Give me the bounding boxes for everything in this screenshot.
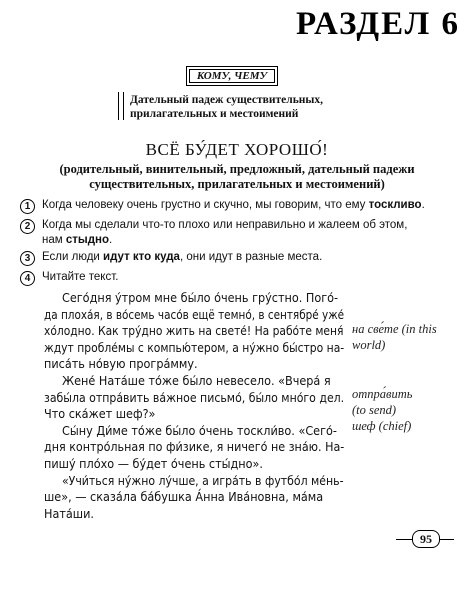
reading-line: Сы́ну Ди́ме то́же бы́ло о́чень тоскли́во. «Сего́- bbox=[62, 422, 337, 438]
reading-line: Ната́ши. bbox=[44, 505, 94, 521]
task-text-line: Читайте текст. bbox=[42, 271, 119, 283]
task-number: 2 bbox=[20, 219, 35, 234]
reading-line: хо́лодно. Как тру́дно жить на свете́! На рабо́те меня́ bbox=[44, 323, 344, 339]
grammar-note-line: прилагательных и местоимений bbox=[130, 108, 299, 120]
page-number-rule bbox=[440, 539, 454, 540]
task-text-line: нам стыдно. bbox=[42, 234, 113, 246]
task-number: 4 bbox=[20, 271, 35, 286]
gloss-line: отпра́вить bbox=[352, 387, 413, 401]
grammar-note-line: Дательный падеж существительных, bbox=[130, 94, 324, 106]
grammar-note-rule bbox=[118, 92, 124, 120]
page-number-badge bbox=[396, 528, 456, 550]
reading-line: да плоха́я, в во́семь часо́в ещё темно́, в сентябре́ уже́ bbox=[44, 306, 345, 322]
lesson-subheading-line: существительных, прилагательных и местоимений) bbox=[89, 177, 385, 191]
gloss-line: world) bbox=[352, 338, 386, 352]
topic-box bbox=[186, 66, 278, 86]
reading-line: Сего́дня у́тром мне бы́ло о́чень гру́стно. Пого́- bbox=[62, 290, 339, 305]
reading-line: дня контро́льная по фи́зике, я ничего́ не зна́ю. На- bbox=[44, 439, 345, 455]
reading-line: ждут пробле́мы с компью́тером, а ну́жно бы́стро на- bbox=[44, 339, 345, 355]
gloss-line: шеф (chief) bbox=[352, 419, 412, 433]
gloss-line: (to send) bbox=[352, 403, 397, 417]
page-number-rule bbox=[396, 539, 412, 540]
gloss-line: на све́те (in this bbox=[352, 322, 437, 336]
reading-line: ше», — сказа́ла ба́бушка А́нна Ива́новна, ма́ма bbox=[44, 489, 324, 505]
task-text-line: Когда мы сделали что-то плохо или неправильно и жалеем об этом, bbox=[42, 219, 408, 231]
task-text-line: Если люди идут кто куда, они идут в разные места. bbox=[42, 251, 323, 263]
task-number: 1 bbox=[20, 199, 35, 214]
reading-line: Что ска́жет шеф?» bbox=[44, 406, 156, 422]
reading-line: писа́ть но́вую програ́мму. bbox=[44, 356, 198, 372]
task-number: 3 bbox=[20, 251, 35, 266]
reading-line: пишу́ пло́хо — бу́дет о́чень сты́дно». bbox=[44, 456, 263, 471]
reading-line: забы́ла отпра́вить ва́жное письмо́, бы́ло мно́го дел. bbox=[44, 389, 345, 405]
section-title: РАЗДЕЛ 6 bbox=[296, 6, 460, 42]
lesson-subheading-line: (родительный, винительный, предложный, дательный падежи bbox=[59, 162, 415, 176]
lesson-heading: ВСЁ БУ́ДЕТ ХОРОШО́! bbox=[145, 140, 329, 159]
topic-label: КОМУ, ЧЕМУ bbox=[196, 70, 268, 82]
reading-line: «Учи́ться ну́жно лу́чше, а игра́ть в футбо́л ме́нь- bbox=[62, 472, 344, 488]
reading-line: Жене́ Ната́ше то́же бы́ло невесело. «Вчера́ я bbox=[62, 373, 331, 388]
page-number: 95 bbox=[412, 530, 440, 548]
task-text-line: Когда человеку очень грустно и скучно, мы говорим, что ему тоскливо. bbox=[42, 199, 425, 211]
